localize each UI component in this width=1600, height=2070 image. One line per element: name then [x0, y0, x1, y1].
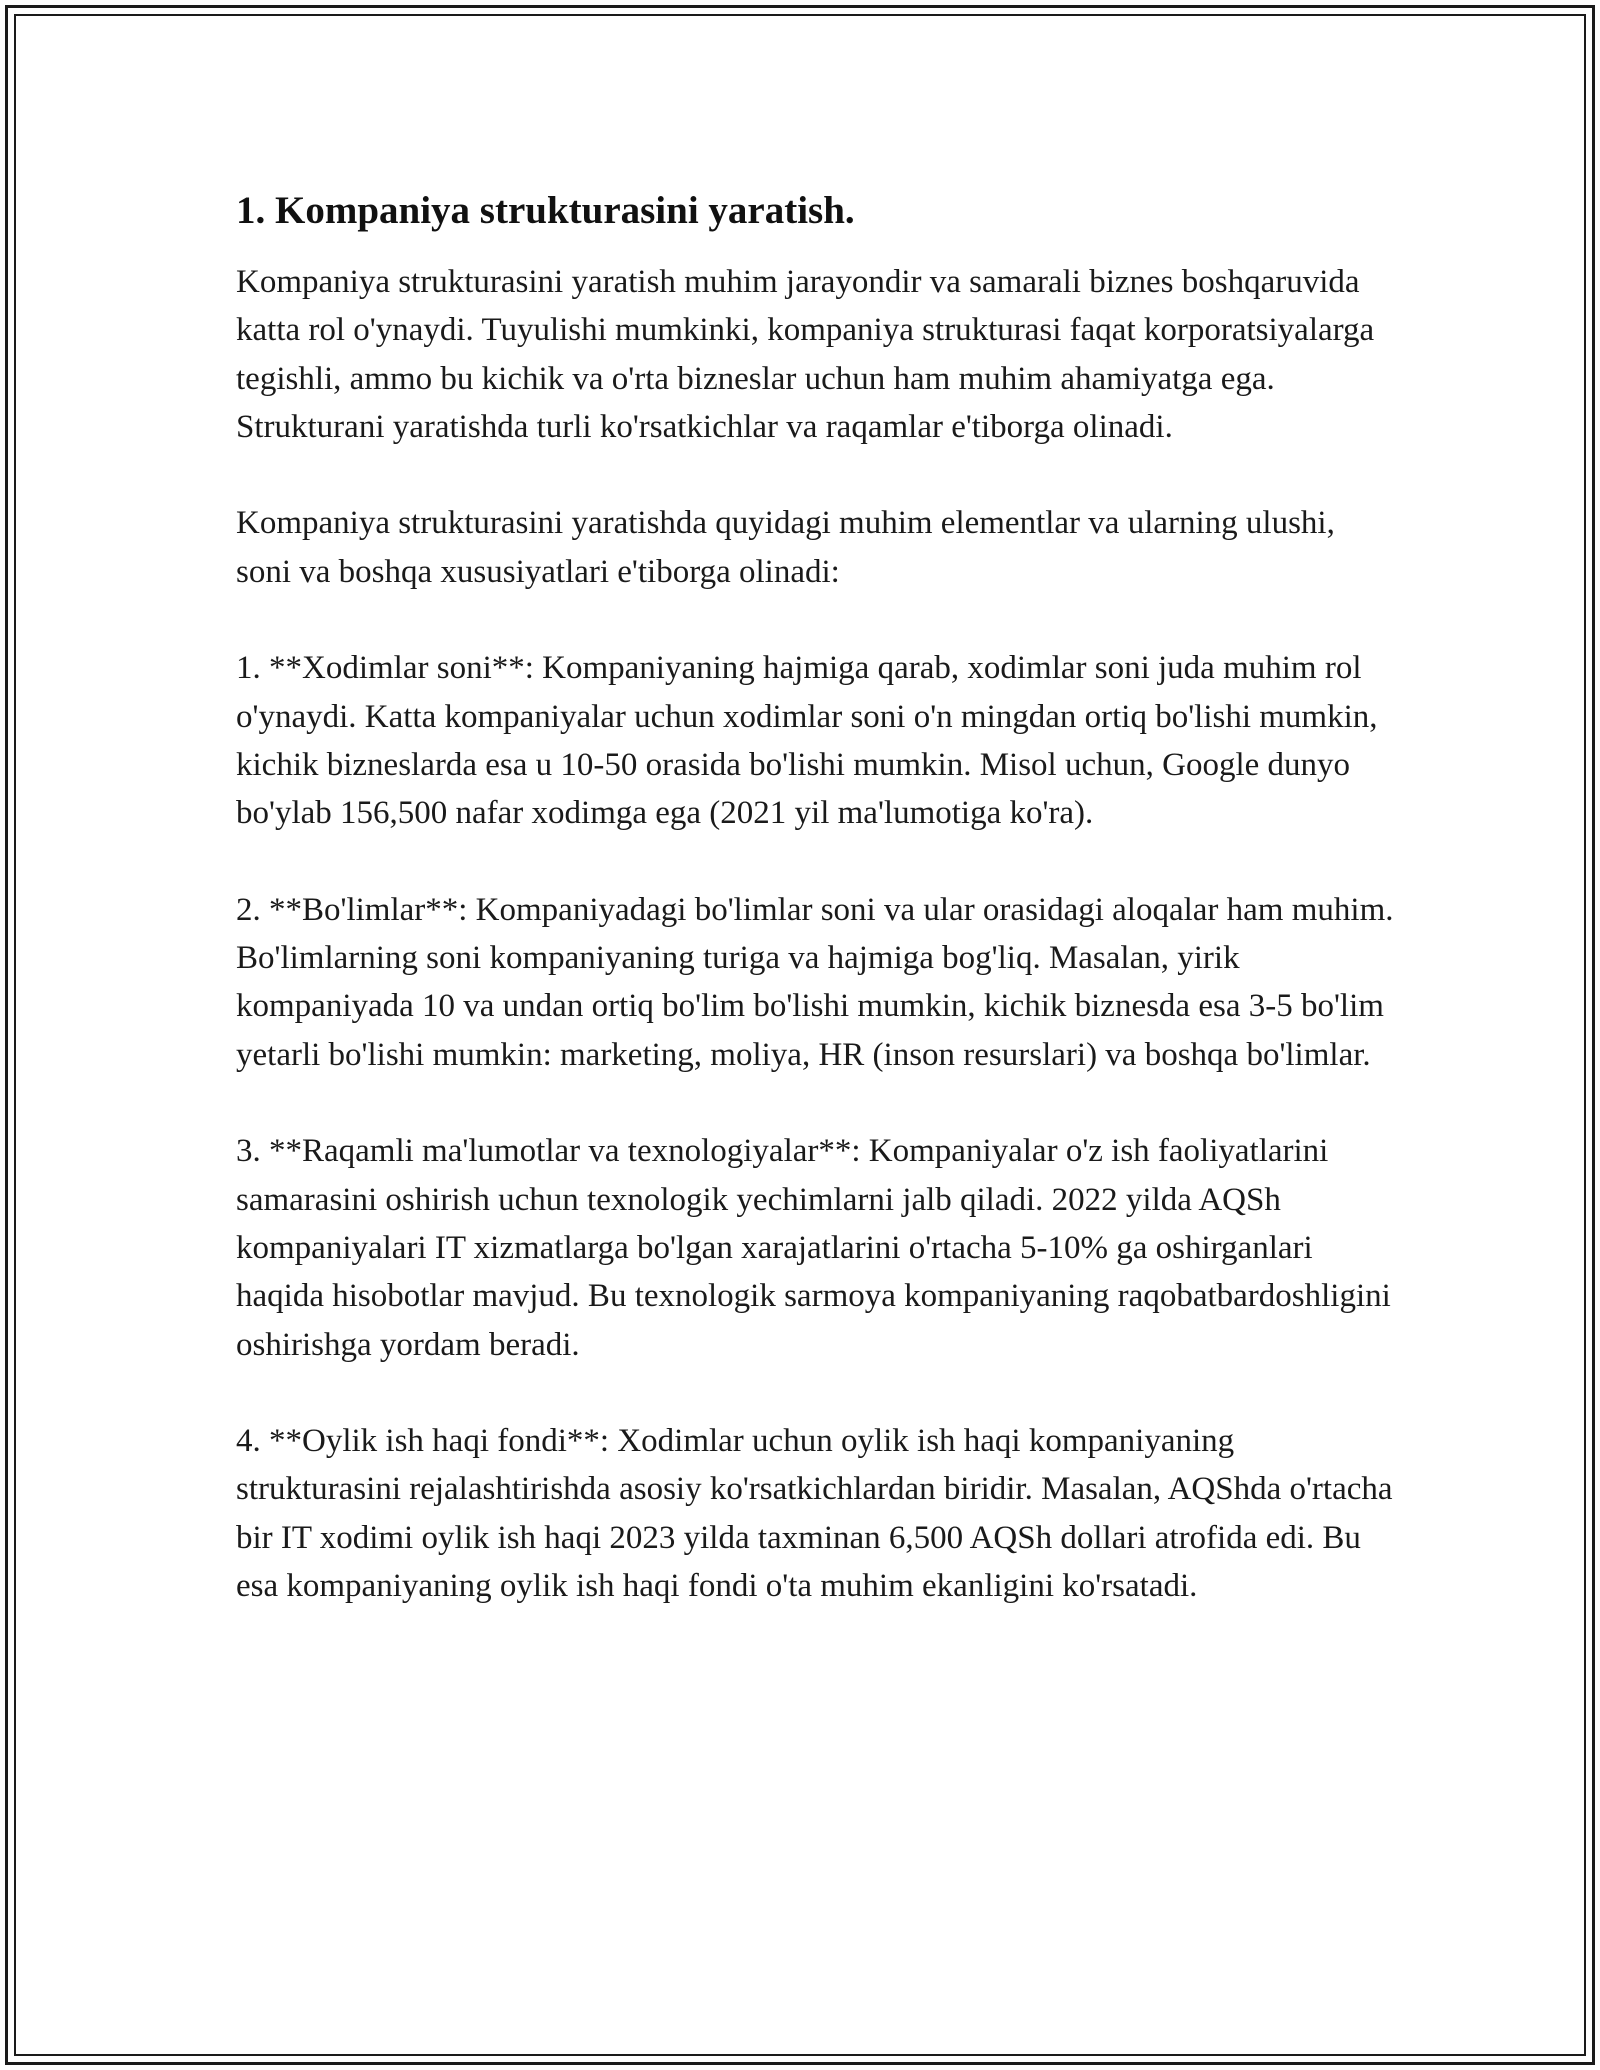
- intro-paragraph: Kompaniya strukturasini yaratish muhim jarayondir va samarali biznes boshqaruvida katta rol o'ynaydi. Tuyulishi mumkinki, kompaniya strukturasi faqat korporatsiyalarga tegishli, ammo bu kichik va o'rta bizneslar uchun ham muhim ahamiyatga ega. Strukturani yaratishda turli ko'rsatkichlar va raqamlar e'tiborga olinadi.: [236, 264, 1383, 445]
- document-body: [236, 186, 1402, 1659]
- list-item-departments: 2. **Bo'limlar**: Kompaniyadagi bo'limlar soni va ular orasidagi aloqalar ham muhim. Bo'limlarning soni kompaniyaning turiga va hajmiga bog'liq. Masalan, yirik kompaniyada 10 va undan ortiq bo'lim bo'lishi mumkin, kichik biznesda esa 3-5 bo'lim yetarli bo'lishi mumkin: marketing, moliya, HR (inson resurslari) va boshqa bo'limlar.: [236, 891, 1402, 1073]
- elements-lead-paragraph: Kompaniya strukturasini yaratishda quyidagi muhim elementlar va ularning ulushi, soni va boshqa xususiyatlari e'tiborga olinadi:: [236, 505, 1344, 590]
- list-item-technology: 3. **Raqamli ma'lumotlar va texnologiyalar**: Kompaniyalar o'z ish faoliyatlarini samarasini oshirish uchun texnologik yechimlarni jalb qiladi. 2022 yilda AQSh kompaniyalari IT xizmatlarga bo'lgan xarajatlarini o'rtacha 5-10% ga oshirganlari haqida hisobotlar mavjud. Bu texnologik sarmoya kompaniyaning raqobatbardoshligini oshirishga yordam beradi.: [236, 1133, 1400, 1363]
- list-item-payroll: 4. **Oylik ish haqi fondi**: Xodimlar uchun oylik ish haqi kompaniyaning strukturasini rejalashtirishda asosiy ko'rsatkichlardan biridir. Masalan, AQShda o'rtacha bir IT xodimi oylik ish haqi 2023 yilda taxminan 6,500 AQSh dollari atrofida edi. Bu esa kompaniyaning oylik ish haqi fondi o'ta muhim ekanligini ko'rsatadi.: [236, 1423, 1401, 1605]
- document-title: 1. Kompaniya strukturasini yaratish.: [236, 189, 855, 232]
- list-item-employees: 1. **Xodimlar soni**: Kompaniyaning hajmiga qarab, xodimlar soni juda muhim rol o'ynaydi. Katta kompaniyalar uchun xodimlar soni o'n mingdan ortiq bo'lishi mumkin, kichik bizneslarda esa u 10-50 orasida bo'lishi mumkin. Misol uchun, Google dunyo bo'ylab 156,500 nafar xodimga ega (2021 yil ma'lumotiga ko'ra).: [236, 650, 1386, 832]
